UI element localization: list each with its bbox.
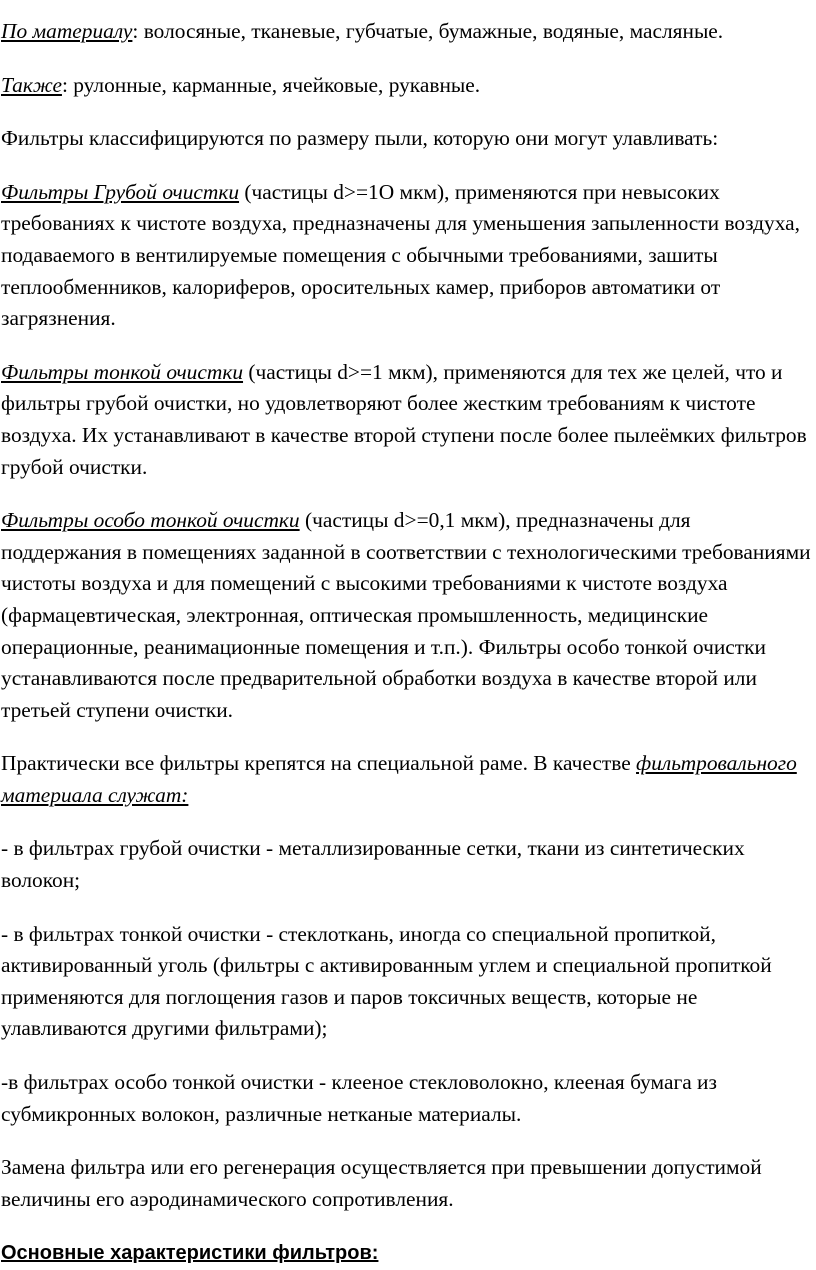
- paragraph-classification: Фильтры классифицируются по размеру пыли, которую они могут улавливать:: [1, 126, 719, 151]
- term-also: Также: [1, 72, 62, 97]
- paragraph-also: [0, 70, 816, 102]
- text-ultra-fine: (частицы d>=0,1 мкм), предназначены для поддержания в помещениях заданной в соответствии с технологическими требованиями чистоты воздуха и для помещений с высокими требованиями к чистоте воздуха (фармацевтическая, электронная, оптическая промышленность, медицинские операционные, реанимационные помещения и т.п.). Фильтры особо тонкой очистки устанавливаются после предварительной обработки воздуха в качестве второй или третьей ступени очистки.: [1, 508, 811, 722]
- text-by-material: : волосяные, тканевые, губчатые, бумажные, водяные, масляные.: [132, 19, 724, 43]
- text-also: : рулонные, карманные, ячейковые, рукавные.: [61, 72, 481, 97]
- paragraph-ultra-fine-materials: -в фильтрах особо тонкой очистки - клееное стекловолокно, клееная бумага из субмикронных волокон, различные нетканые материалы.: [1, 1070, 717, 1126]
- section-heading: [0, 1237, 816, 1270]
- text-frame: Практически все фильтры крепятся на специальной раме. В качестве: [1, 751, 637, 776]
- paragraph-coarse: [0, 177, 816, 335]
- term-fine: Фильтры тонкой очистки: [1, 359, 244, 384]
- term-coarse: Фильтры Грубой очистки: [1, 179, 240, 204]
- paragraph-by-material: [0, 16, 816, 48]
- term-by-material: По материалу: [1, 19, 133, 43]
- text-fine: (частицы d>=1 мкм), применяются для тех же целей, что и фильтры грубой очистки, но удовлетворяют более жестким требованиям к чистоте воздуха. Их устанавливают в качестве второй ступени после более пылеёмких фильтров грубой очистки.: [1, 359, 807, 479]
- paragraph-ultra-fine: [0, 505, 816, 726]
- paragraph-fine-materials: - в фильтрах тонкой очистки - стеклоткань, иногда со специальной пропиткой, активированный уголь (фильтры с активированным углем и специальной пропиткой применяются для поглощения газов и паров токсичных веществ, которые не улавливаются другими фильтрами);: [1, 921, 772, 1041]
- paragraph-frame: [0, 748, 816, 811]
- text-coarse: (частицы d>=1О мкм), применяются при невысоких требованиях к чистоте воздуха, предназначены для уменьшения запыленности воздуха, подаваемого в вентилируемые помещения с обычными требованиями, зашиты теплообменников, калориферов, оросительных камер, приборов автоматики от загрязнения.: [1, 179, 800, 331]
- paragraph-fine: [0, 357, 816, 483]
- term-ultra-fine: Фильтры особо тонкой очистки: [1, 508, 300, 533]
- paragraph-replacement: Замена фильтра или его регенерация осуществляется при превышении допустимой величины его аэродинамического сопротивления.: [1, 1155, 762, 1211]
- paragraph-coarse-materials: - в фильтрах грубой очистки - металлизированные сетки, ткани из синтетических волокон;: [1, 836, 745, 893]
- term-filter-material: фильтровального материала служат:: [1, 751, 797, 807]
- heading-text: Основные характеристики фильтров:: [1, 1242, 379, 1265]
